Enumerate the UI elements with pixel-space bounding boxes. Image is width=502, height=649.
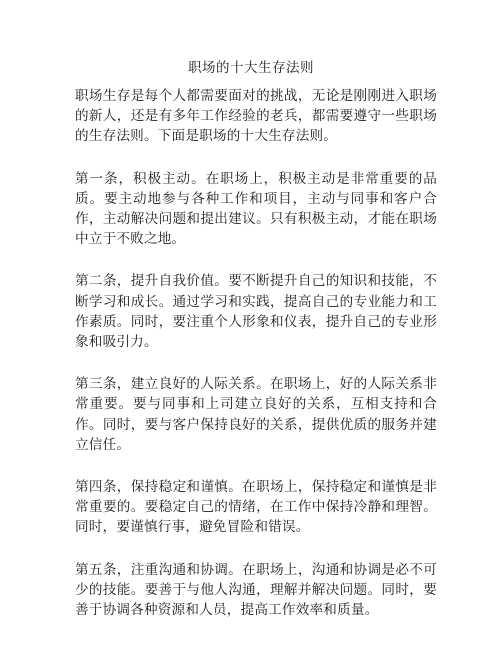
- paragraph-rule-3: 第三条，建立良好的人际关系。在职场上，好的人际关系非常重要。要与同事和上司建立良好的关系，互相支持和合作。同时，要与客户保持良好的关系，提供优质的服务并建立信任。: [75, 376, 437, 453]
- paragraph-rule-5: 第五条，注重沟通和协调。在职场上，沟通和协调是必不可少的技能。要善于与他人沟通，理解并解决问题。同时，要善于协调各种资源和人员，提高工作效率和质量。: [75, 561, 437, 619]
- paragraph-rule-4: 第四条，保持稳定和谨慎。在职场上，保持稳定和谨慎是非常重要的。要稳定自己的情绪，在工作中保持冷静和理智。同时，要谨慎行事，避免冒险和错误。: [75, 479, 437, 536]
- paragraph-rule-1: 第一条，积极主动。在职场上，积极主动是非常重要的品质。要主动地参与各种工作和项目，主动与同事和客户合作，主动解决问题和提出建议。只有积极主动，才能在职场中立于不败之地。: [75, 170, 437, 248]
- paragraph-rule-2: 第二条，提升自我价值。要不断提升自己的知识和技能，不断学习和成长。通过学习和实践，提高自己的专业能力和工作素质。同时，要注重个人形象和仪表，提升自己的专业形象和吸引力。: [75, 273, 437, 351]
- document-title: 职场的十大生存法则: [188, 60, 314, 76]
- paragraph-intro: 职场生存是每个人都需要面对的挑战，无论是刚刚进入职场的新人，还是有多年工作经验的老兵，都需要遵守一些职场的生存法则。下面是职场的十大生存法则。: [75, 88, 437, 145]
- document-body: [75, 86, 437, 642]
